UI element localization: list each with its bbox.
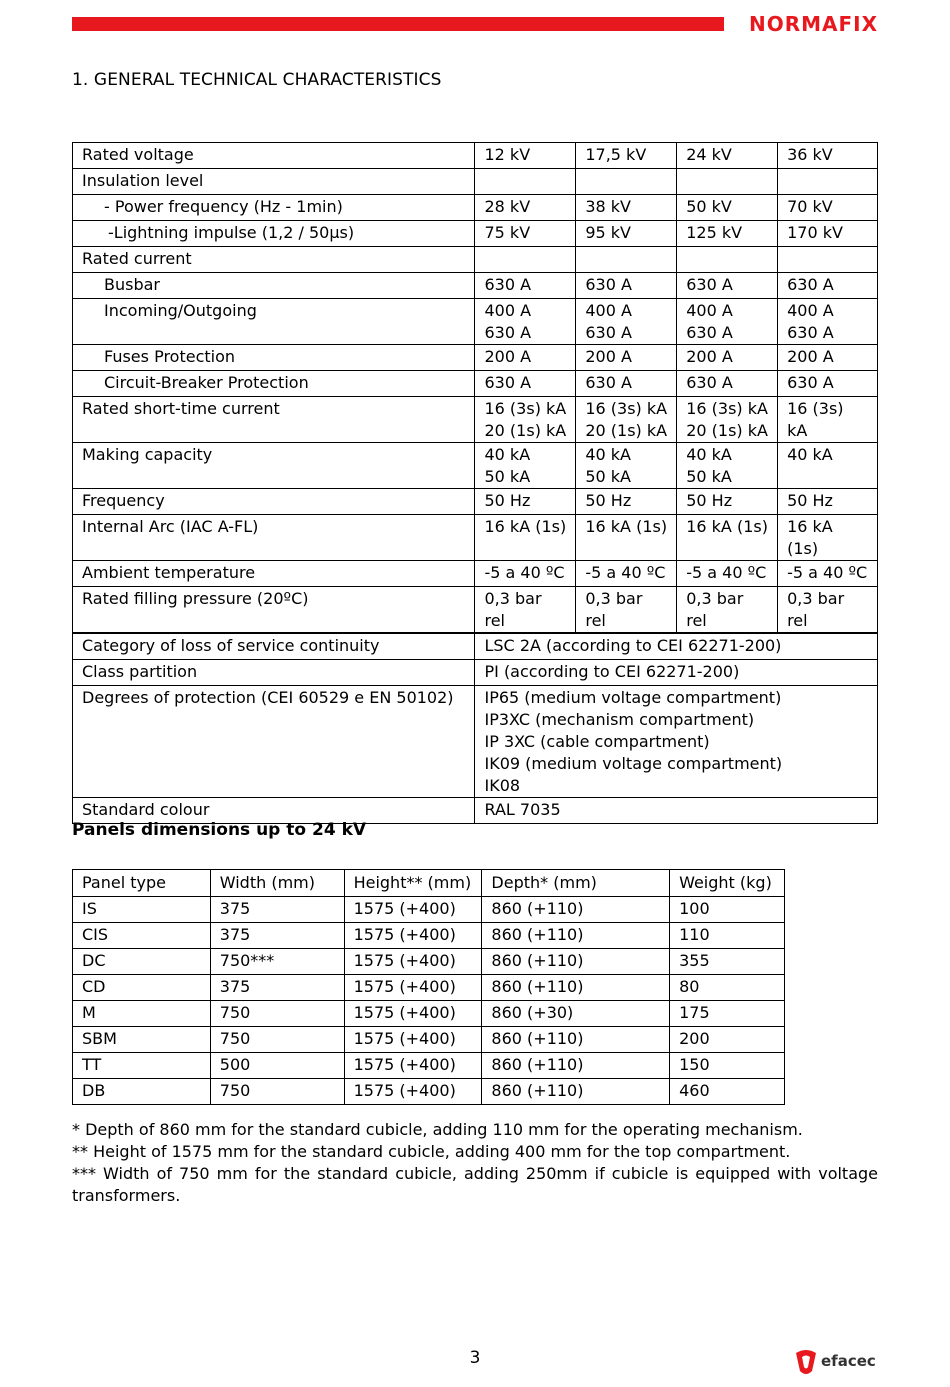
dims-header-cell: Height** (mm) xyxy=(344,870,482,897)
dims-cell: 860 (+30) xyxy=(482,1001,670,1027)
tech-cell: 630 A xyxy=(778,273,878,299)
dims-cell: 500 xyxy=(210,1053,344,1079)
dims-row xyxy=(73,1079,785,1105)
tech-row-label: -Lightning impulse (1,2 / 50μs) xyxy=(73,221,475,247)
tech-cell: 630 A xyxy=(576,371,677,397)
tech-cell: 16 (3s) kA 20 (1s) kA xyxy=(677,397,778,443)
dims-header-cell: Depth* (mm) xyxy=(482,870,670,897)
tech-cell: 50 Hz xyxy=(677,489,778,515)
tech-row xyxy=(73,515,878,561)
tech-row-label: Ambient temperature xyxy=(73,561,475,587)
dims-cell: M xyxy=(73,1001,211,1027)
dims-header-cell: Panel type xyxy=(73,870,211,897)
dims-header-cell: Weight (kg) xyxy=(670,870,785,897)
dims-header-cell: Width (mm) xyxy=(210,870,344,897)
dims-row xyxy=(73,1027,785,1053)
tech-row-label: Making capacity xyxy=(73,443,475,489)
panel-dimensions-table xyxy=(72,869,785,1105)
footnote-depth: * Depth of 860 mm for the standard cubicle, adding 110 mm for the operating mechanism. xyxy=(72,1120,803,1139)
tech-cell xyxy=(677,247,778,273)
tech-row-label: Fuses Protection xyxy=(73,345,475,371)
tech-cell: 630 A xyxy=(475,371,576,397)
tech-row xyxy=(73,273,878,299)
page-number: 3 xyxy=(469,1348,481,1368)
dims-cell: DC xyxy=(73,949,211,975)
dims-cell: CD xyxy=(73,975,211,1001)
tech-cell: 40 kA 50 kA xyxy=(475,443,576,489)
tech-row xyxy=(73,299,878,345)
tech-cell: 630 A xyxy=(778,371,878,397)
tech-cell: -5 a 40 ºC xyxy=(576,561,677,587)
dims-cell: 750 xyxy=(210,1027,344,1053)
tech-cell: 38 kV xyxy=(576,195,677,221)
tech-wide-value: IP65 (medium voltage compartment) IP3XC (mechanism compartment) IP 3XC (cable compartment) IK09 (medium voltage compartment) IK08 xyxy=(475,686,878,798)
footnote-width: *** Width of 750 mm for the standard cubicle, adding 250mm if cubicle is equipped with voltage transformers. xyxy=(72,1164,878,1205)
tech-cell xyxy=(778,169,878,195)
tech-cell: 16 (3s) kA 20 (1s) kA xyxy=(475,397,576,443)
dims-cell: 1575 (+400) xyxy=(344,1079,482,1105)
tech-cell: 16 kA (1s) xyxy=(778,515,878,561)
tech-cell: 0,3 bar rel xyxy=(677,587,778,634)
dims-row xyxy=(73,1053,785,1079)
dims-cell: 860 (+110) xyxy=(482,1027,670,1053)
tech-row xyxy=(73,371,878,397)
tech-cell xyxy=(475,247,576,273)
tech-cell: 36 kV xyxy=(778,143,878,169)
tech-row xyxy=(73,143,878,169)
tech-cell: -5 a 40 ºC xyxy=(778,561,878,587)
tech-cell: 75 kV xyxy=(475,221,576,247)
dims-cell: 1575 (+400) xyxy=(344,1001,482,1027)
tech-wide-row xyxy=(73,660,878,686)
tech-row-label: Standard colour xyxy=(73,798,475,824)
tech-cell: 630 A xyxy=(677,371,778,397)
tech-wide-row xyxy=(73,633,878,660)
dims-cell: 860 (+110) xyxy=(482,1053,670,1079)
tech-cell xyxy=(677,169,778,195)
tech-cell: 16 kA (1s) xyxy=(677,515,778,561)
dims-cell: 375 xyxy=(210,897,344,923)
tech-cell: 16 (3s) kA xyxy=(778,397,878,443)
dims-cell: 1575 (+400) xyxy=(344,923,482,949)
tech-cell: 28 kV xyxy=(475,195,576,221)
tech-cell: 125 kV xyxy=(677,221,778,247)
dims-header-row xyxy=(73,870,785,897)
tech-cell: 630 A xyxy=(475,273,576,299)
tech-row-label: Busbar xyxy=(73,273,475,299)
tech-row xyxy=(73,397,878,443)
tech-cell: 50 kV xyxy=(677,195,778,221)
tech-cell: 0,3 bar rel xyxy=(475,587,576,634)
tech-row-label: Rated filling pressure (20ºC) xyxy=(73,587,475,634)
dims-cell: SBM xyxy=(73,1027,211,1053)
tech-row-label: Rated short-time current xyxy=(73,397,475,443)
tech-cell: 12 kV xyxy=(475,143,576,169)
dims-cell: DB xyxy=(73,1079,211,1105)
tech-cell: -5 a 40 ºC xyxy=(677,561,778,587)
dims-cell: 200 xyxy=(670,1027,785,1053)
tech-row xyxy=(73,443,878,489)
footnote-height: ** Height of 1575 mm for the standard cubicle, adding 400 mm for the top compartment. xyxy=(72,1142,791,1161)
tech-cell: 50 Hz xyxy=(475,489,576,515)
section-title: 1. GENERAL TECHNICAL CHARACTERISTICS xyxy=(72,70,442,90)
tech-cell: 16 kA (1s) xyxy=(475,515,576,561)
tech-cell xyxy=(475,169,576,195)
tech-row-label: Incoming/Outgoing xyxy=(73,299,475,345)
tech-row-label: Category of loss of service continuity xyxy=(73,633,475,660)
tech-cell: 170 kV xyxy=(778,221,878,247)
tech-cell: 200 A xyxy=(576,345,677,371)
dims-cell: 860 (+110) xyxy=(482,975,670,1001)
tech-cell: 40 kA 50 kA xyxy=(677,443,778,489)
tech-cell: 630 A xyxy=(677,273,778,299)
tech-row xyxy=(73,195,878,221)
dims-cell: 100 xyxy=(670,897,785,923)
dims-row xyxy=(73,1001,785,1027)
dimensions-title: Panels dimensions up to 24 kV xyxy=(72,820,367,840)
tech-cell: 24 kV xyxy=(677,143,778,169)
tech-row-label: Rated voltage xyxy=(73,143,475,169)
dims-cell: 1575 (+400) xyxy=(344,949,482,975)
tech-cell xyxy=(576,169,677,195)
tech-cell: 40 kA 50 kA xyxy=(576,443,677,489)
dims-cell: 1575 (+400) xyxy=(344,975,482,1001)
tech-cell: 200 A xyxy=(475,345,576,371)
tech-row-label: Frequency xyxy=(73,489,475,515)
tech-cell: 400 A 630 A xyxy=(576,299,677,345)
tech-cell: 400 A 630 A xyxy=(778,299,878,345)
dims-cell: 860 (+110) xyxy=(482,923,670,949)
dims-cell: 860 (+110) xyxy=(482,1079,670,1105)
tech-cell: 50 Hz xyxy=(778,489,878,515)
tech-cell: 630 A xyxy=(576,273,677,299)
dims-cell: TT xyxy=(73,1053,211,1079)
tech-cell: 400 A 630 A xyxy=(677,299,778,345)
tech-row xyxy=(73,345,878,371)
tech-row xyxy=(73,247,878,273)
tech-cell: -5 a 40 ºC xyxy=(475,561,576,587)
dims-cell: 1575 (+400) xyxy=(344,897,482,923)
footnotes xyxy=(72,1119,878,1207)
tech-cell: 16 (3s) kA 20 (1s) kA xyxy=(576,397,677,443)
dims-row xyxy=(73,923,785,949)
brand-title: NORMAFIX xyxy=(748,12,878,36)
header-red-bar xyxy=(72,17,724,31)
tech-cell: 200 A xyxy=(778,345,878,371)
dims-row xyxy=(73,897,785,923)
dims-cell: 110 xyxy=(670,923,785,949)
tech-cell: 16 kA (1s) xyxy=(576,515,677,561)
dims-cell: 750 xyxy=(210,1079,344,1105)
tech-wide-value: PI (according to CEI 62271-200) xyxy=(475,660,878,686)
tech-cell: 40 kA xyxy=(778,443,878,489)
dims-cell: 750 xyxy=(210,1001,344,1027)
dims-cell: 375 xyxy=(210,975,344,1001)
tech-wide-value: LSC 2A (according to CEI 62271-200) xyxy=(475,633,878,660)
dims-cell: IS xyxy=(73,897,211,923)
tech-row xyxy=(73,561,878,587)
dims-cell: 1575 (+400) xyxy=(344,1053,482,1079)
tech-cell: 400 A 630 A xyxy=(475,299,576,345)
dims-cell: 355 xyxy=(670,949,785,975)
dims-row xyxy=(73,975,785,1001)
tech-cell: 50 Hz xyxy=(576,489,677,515)
dims-cell: 175 xyxy=(670,1001,785,1027)
tech-row xyxy=(73,221,878,247)
efacec-logo-text: efacec xyxy=(821,1352,876,1370)
dims-row xyxy=(73,949,785,975)
tech-row xyxy=(73,489,878,515)
dims-cell: 860 (+110) xyxy=(482,949,670,975)
tech-row-label: Insulation level xyxy=(73,169,475,195)
tech-wide-value: RAL 7035 xyxy=(475,798,878,824)
tech-wide-row xyxy=(73,686,878,798)
tech-cell xyxy=(576,247,677,273)
dims-cell: 80 xyxy=(670,975,785,1001)
tech-row-label: Circuit-Breaker Protection xyxy=(73,371,475,397)
dims-cell: CIS xyxy=(73,923,211,949)
tech-row-label: Degrees of protection (CEI 60529 e EN 50102) xyxy=(73,686,475,798)
dims-cell: 375 xyxy=(210,923,344,949)
tech-cell: 95 kV xyxy=(576,221,677,247)
dims-cell: 750*** xyxy=(210,949,344,975)
tech-cell: 0,3 bar rel xyxy=(576,587,677,634)
tech-row-label: Rated current xyxy=(73,247,475,273)
tech-row xyxy=(73,587,878,634)
tech-row-label: Class partition xyxy=(73,660,475,686)
dims-cell: 1575 (+400) xyxy=(344,1027,482,1053)
tech-row-label: Internal Arc (IAC A-FL) xyxy=(73,515,475,561)
technical-characteristics-table xyxy=(72,142,878,824)
tech-cell xyxy=(778,247,878,273)
tech-row-label: - Power frequency (Hz - 1min) xyxy=(73,195,475,221)
tech-row xyxy=(73,169,878,195)
tech-cell: 17,5 kV xyxy=(576,143,677,169)
dims-cell: 150 xyxy=(670,1053,785,1079)
tech-cell: 200 A xyxy=(677,345,778,371)
tech-cell: 70 kV xyxy=(778,195,878,221)
tech-cell: 0,3 bar rel xyxy=(778,587,878,634)
dims-cell: 460 xyxy=(670,1079,785,1105)
dims-cell: 860 (+110) xyxy=(482,897,670,923)
